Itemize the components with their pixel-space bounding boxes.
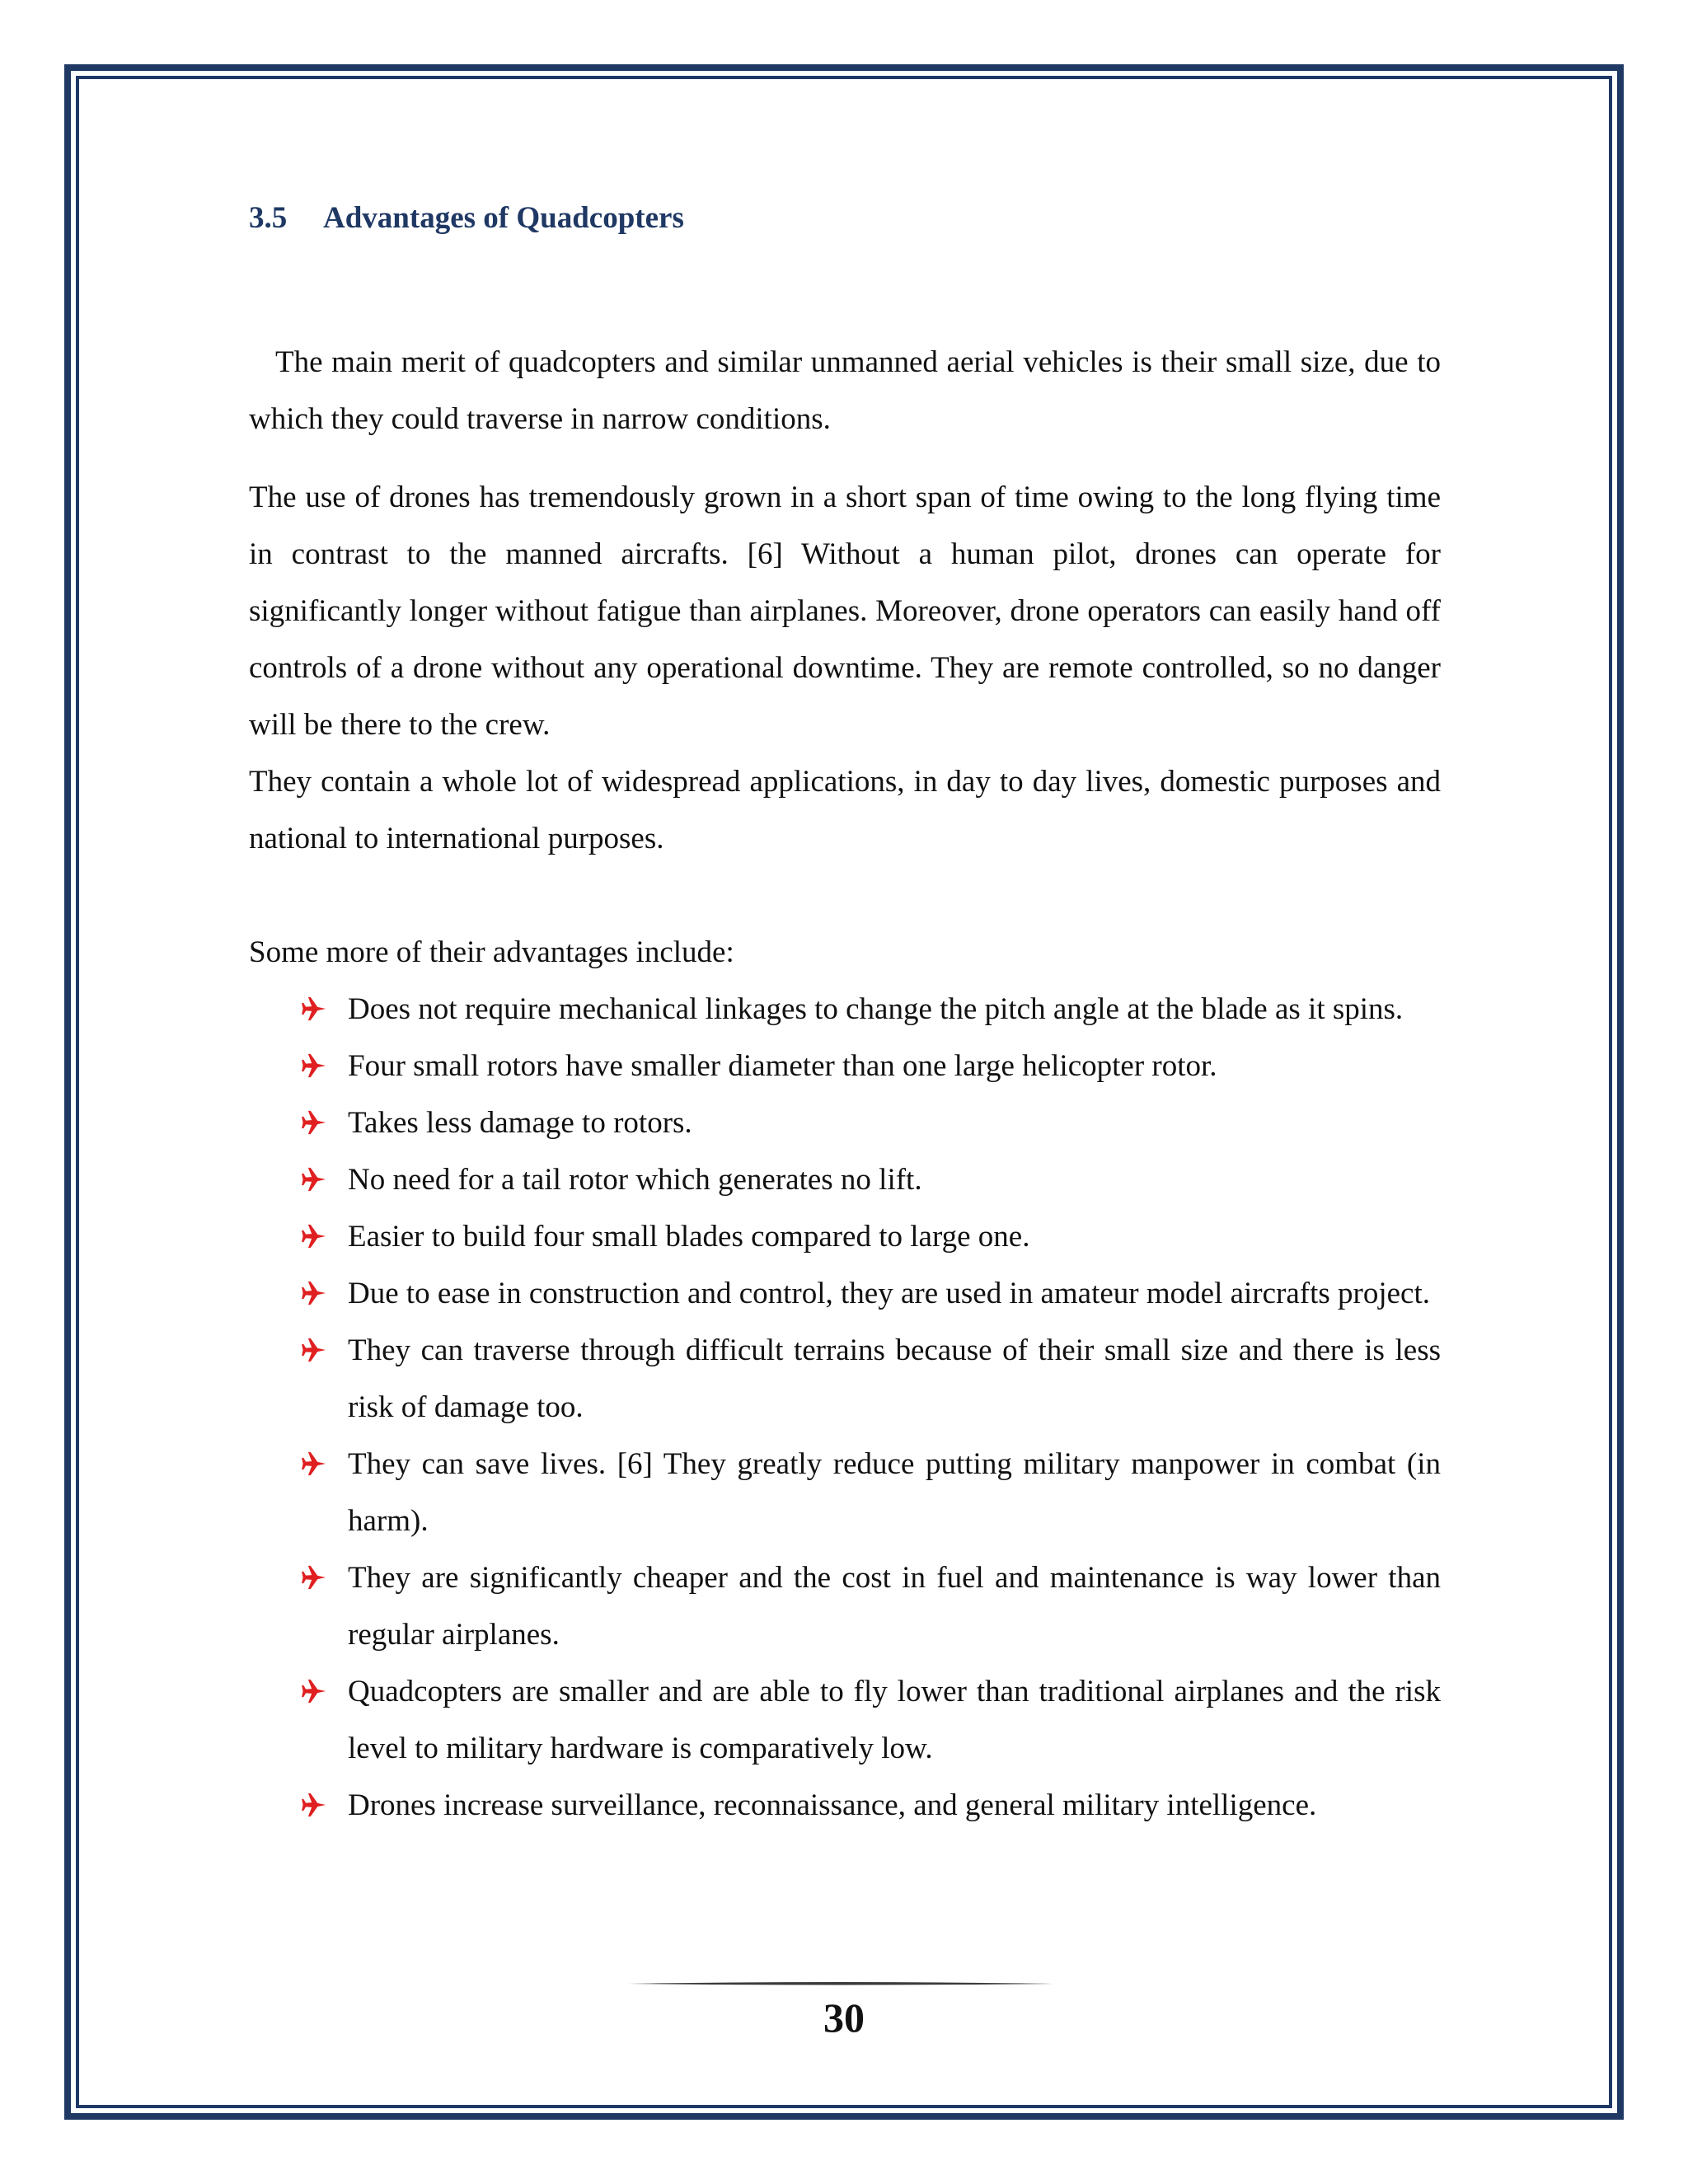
list-item-text: They can traverse through difficult terrains because of their small size and there is less risk of damage too.	[348, 1333, 1441, 1424]
airplane-icon	[300, 1279, 328, 1307]
paragraph-1: The main merit of quadcopters and similar unmanned aerial vehicles is their small size, due to which they could traverse in narrow conditions.	[249, 345, 1441, 436]
list-item-text: Easier to build four small blades compared to large one.	[348, 1220, 1030, 1254]
footer-divider	[626, 1981, 1055, 1986]
list-item	[249, 1151, 1441, 1208]
list-item-text: They can save lives. [6] They greatly reduce putting military manpower in combat (in harm).	[348, 1447, 1441, 1538]
airplane-icon	[300, 1677, 328, 1705]
airplane-icon	[300, 1336, 328, 1364]
list-item	[249, 1663, 1441, 1777]
airplane-icon	[300, 1222, 328, 1250]
airplane-icon	[300, 1165, 328, 1193]
list-item	[249, 1038, 1441, 1094]
list-item	[249, 1094, 1441, 1151]
list-item-text: Does not require mechanical linkages to change the pitch angle at the blade as it spins.	[348, 992, 1404, 1026]
section-title: Advantages of Quadcopters	[323, 201, 684, 235]
list-item-text: Drones increase surveillance, reconnaissance, and general military intelligence.	[348, 1788, 1317, 1822]
airplane-icon	[300, 1791, 328, 1819]
list-item-text: Quadcopters are smaller and are able to fly lower than traditional airplanes and the risk level to military hardware is comparatively low.	[348, 1675, 1441, 1765]
list-item-text: Takes less damage to rotors.	[348, 1106, 692, 1140]
list-item	[249, 1265, 1441, 1322]
list-item-text: Due to ease in construction and control, they are used in amateur model aircrafts project.	[348, 1277, 1431, 1310]
section-heading	[249, 198, 1441, 239]
paragraph-2: The use of drones has tremendously grown in a short span of time owing to the long flying time in contrast to the manned aircrafts. [6] Without a human pilot, drones can operate for significantly longer without fatigue than airplanes. Moreover, drone operators can easily hand off controls of a drone without any operational downtime. They are remote controlled, so no danger will be there to the crew.	[249, 480, 1441, 742]
airplane-icon	[300, 1450, 328, 1478]
section-number: 3.5	[249, 201, 288, 235]
page-content	[249, 198, 1441, 1834]
list-item-text: No need for a tail rotor which generates no lift.	[348, 1163, 922, 1197]
list-item	[249, 1322, 1441, 1436]
airplane-icon	[300, 1563, 328, 1591]
list-item	[249, 1436, 1441, 1549]
airplane-icon	[300, 1052, 328, 1080]
airplane-icon	[300, 1108, 328, 1137]
list-item	[249, 981, 1441, 1038]
paragraph-3: They contain a whole lot of widespread applications, in day to day lives, domestic purposes and national to international purposes.	[249, 765, 1441, 855]
advantages-list	[249, 981, 1441, 1834]
list-item-text: They are significantly cheaper and the cost in fuel and maintenance is way lower than regular airplanes.	[348, 1561, 1441, 1652]
list-intro: Some more of their advantages include:	[249, 935, 734, 969]
list-item	[249, 1777, 1441, 1834]
list-item	[249, 1549, 1441, 1663]
airplane-icon	[300, 995, 328, 1023]
list-item-text: Four small rotors have smaller diameter than one large helicopter rotor.	[348, 1049, 1217, 1083]
page-number: 30	[823, 1994, 865, 2041]
list-item	[249, 1208, 1441, 1265]
